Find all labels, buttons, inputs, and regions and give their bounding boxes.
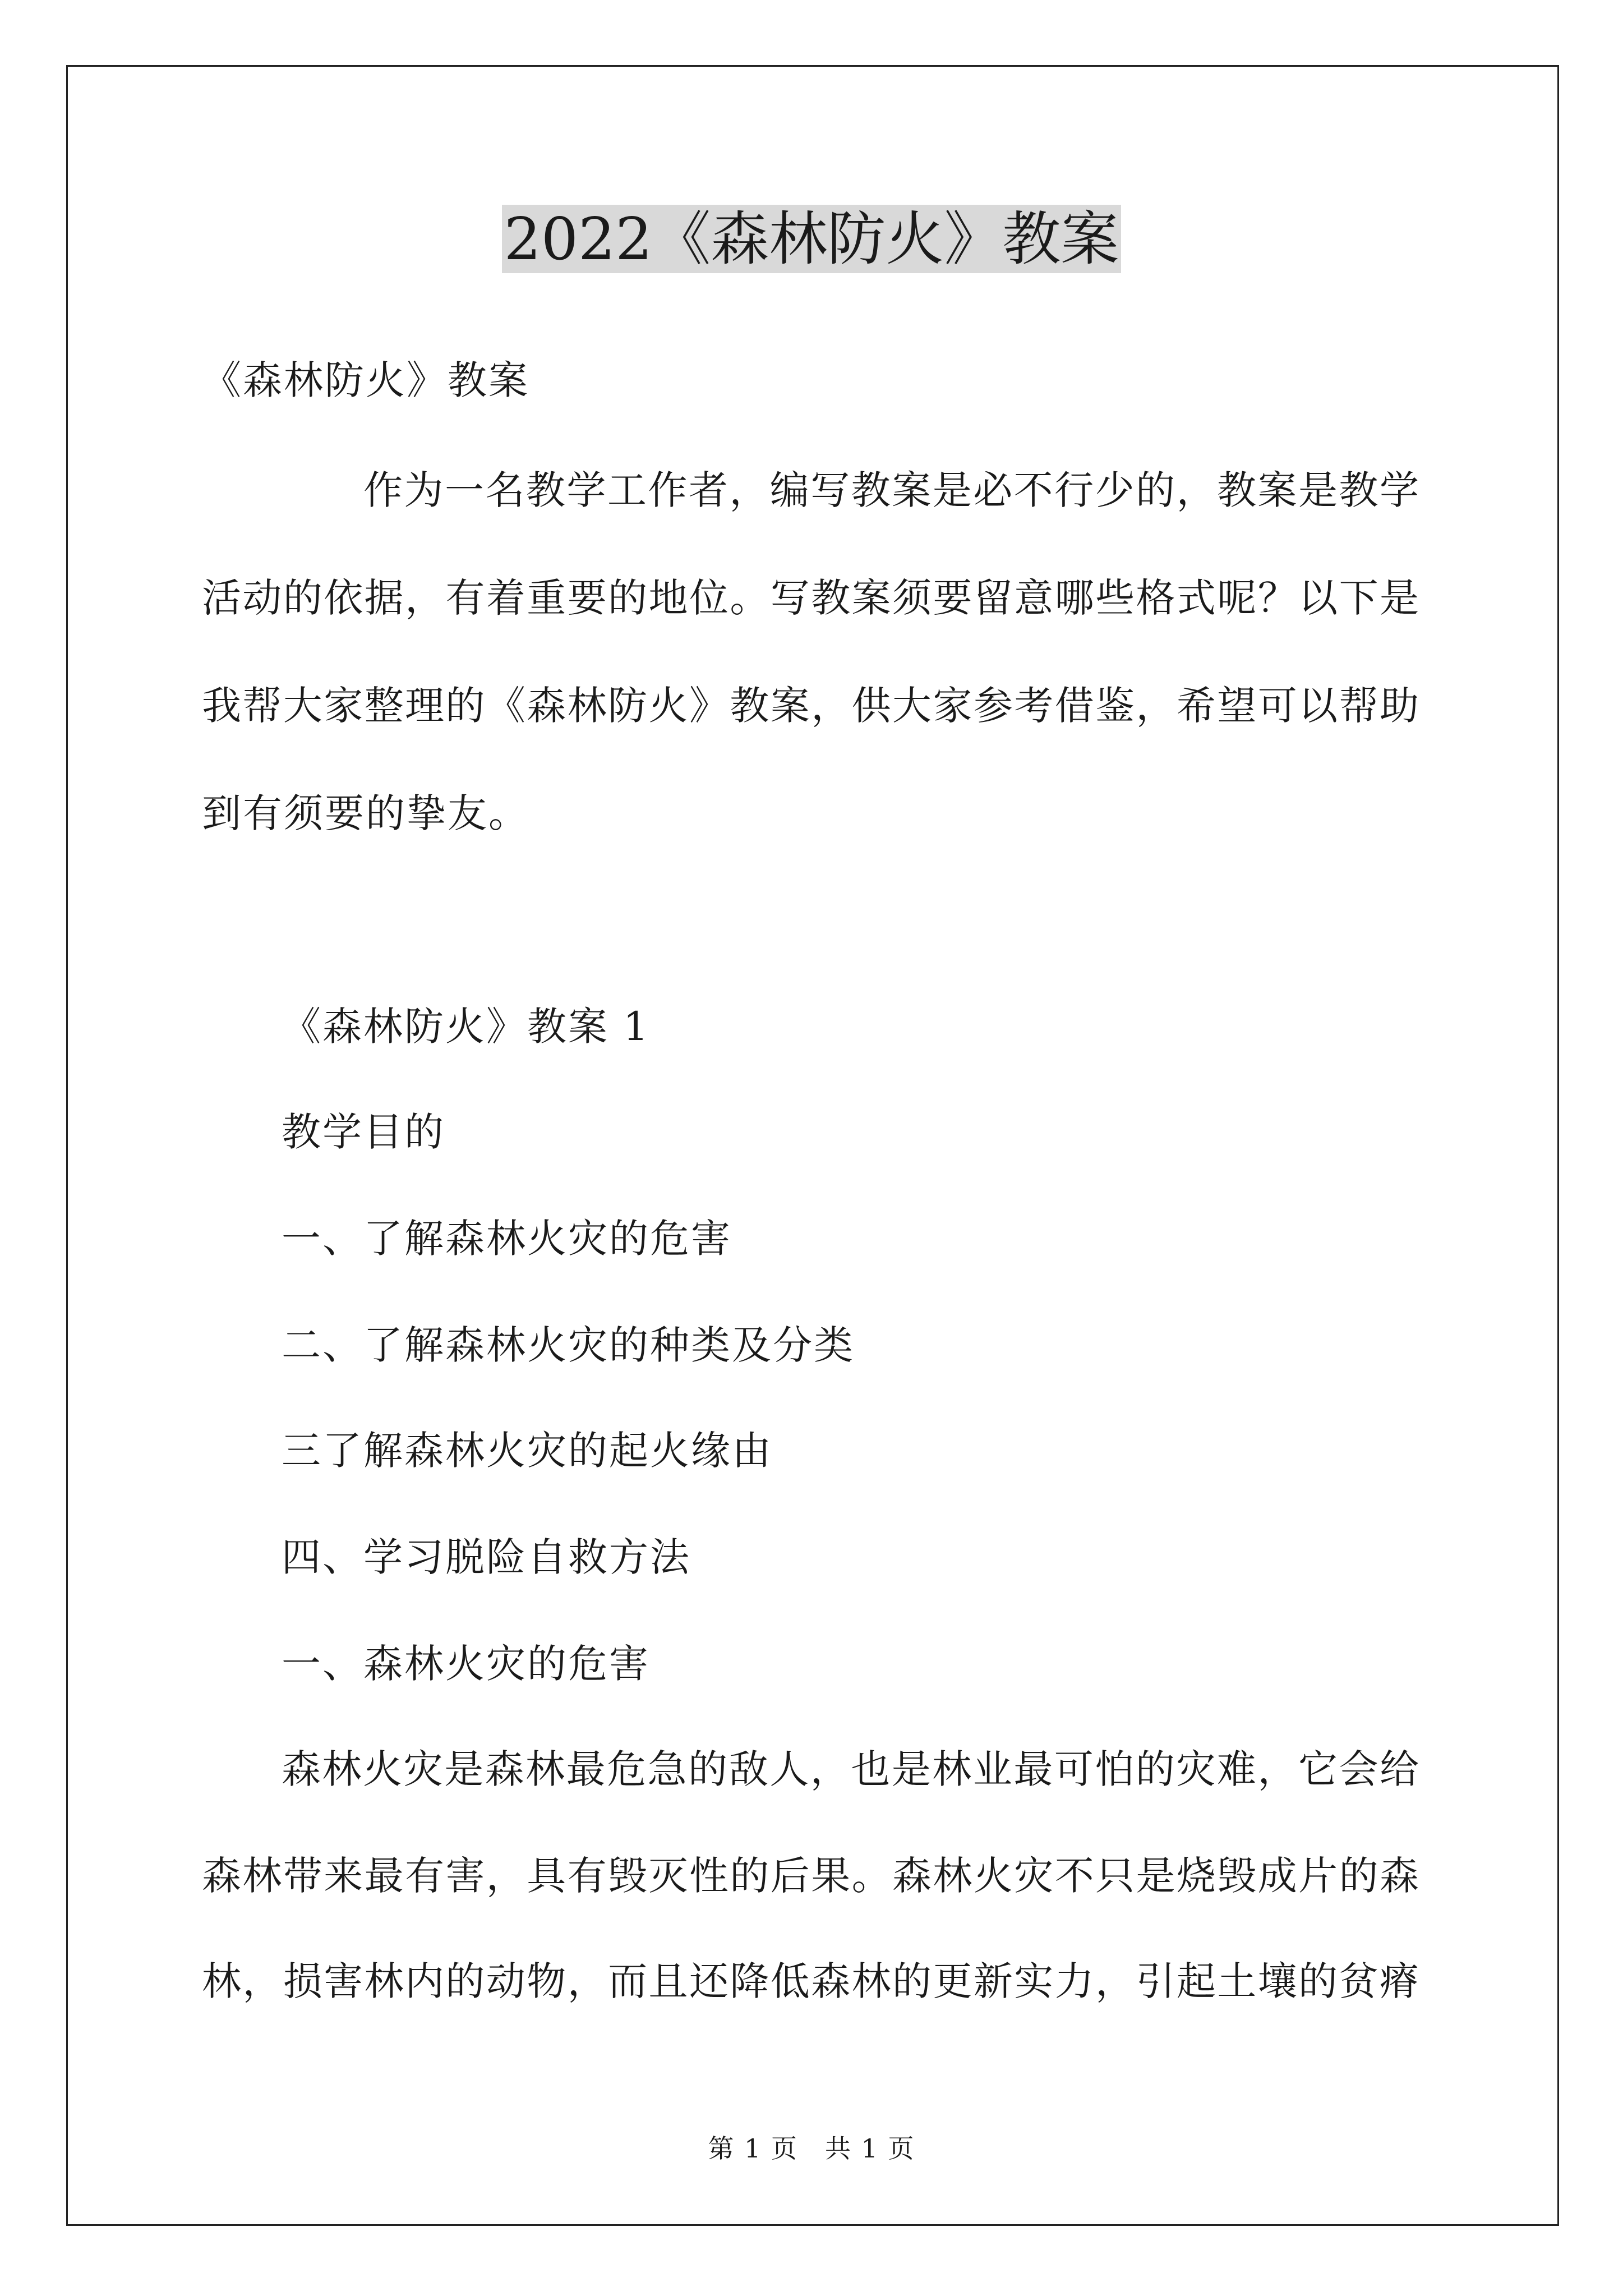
objective-item-3: 三了解森林火灾的起火缘由 bbox=[282, 1428, 773, 1474]
section-heading: 《森林防火》教案 1 bbox=[282, 1004, 650, 1050]
part1-line-1: 森林火灾是森林最危急的敌人，也是林业最可怕的灾难，它会给 bbox=[282, 1746, 1419, 1792]
intro-line-1: 作为一名教学工作者，编写教案是必不行少的，教案是教学 bbox=[363, 467, 1419, 513]
objective-item-1: 一、了解森林火灾的危害 bbox=[282, 1216, 732, 1262]
document-title-text: 2022《森林防火》教案 bbox=[502, 205, 1122, 273]
document-subtitle: 《森林防火》教案 bbox=[202, 357, 529, 403]
intro-line-2: 活动的依据，有着重要的地位。写教案须要留意哪些格式呢？以下是 bbox=[202, 575, 1419, 621]
objective-item-4: 四、学习脱险自救方法 bbox=[282, 1534, 691, 1580]
objective-item-2: 二、了解森林火灾的种类及分类 bbox=[282, 1322, 855, 1368]
part1-heading: 一、森林火灾的危害 bbox=[282, 1641, 650, 1687]
page-footer: 第 1 页 共 1 页 bbox=[708, 2133, 915, 2164]
intro-line-3: 我帮大家整理的《森林防火》教案，供大家参考借鉴，希望可以帮助 bbox=[202, 683, 1419, 729]
document-title bbox=[0, 200, 1623, 278]
part1-line-2: 森林带来最有害，具有毁灭性的后果。森林火灾不只是烧毁成片的森 bbox=[202, 1853, 1419, 1899]
part1-line-3: 林，损害林内的动物，而且还降低森林的更新实力，引起土壤的贫瘠 bbox=[202, 1958, 1419, 2004]
objectives-heading: 教学目的 bbox=[282, 1109, 445, 1155]
intro-line-4: 到有须要的挚友。 bbox=[202, 790, 529, 836]
